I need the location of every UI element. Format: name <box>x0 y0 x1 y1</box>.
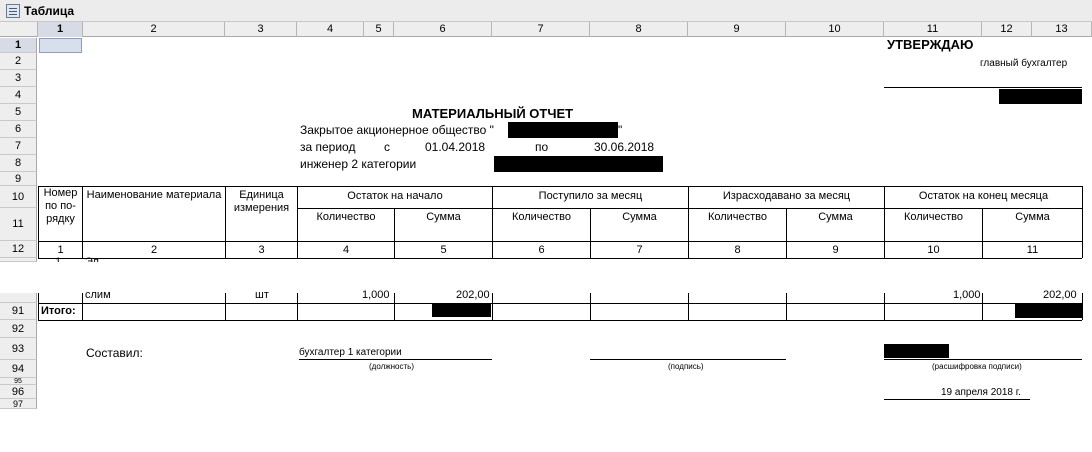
row-header-1[interactable]: 1 <box>0 38 37 53</box>
decode-line <box>884 359 1082 360</box>
partial-row-unit: шт <box>255 289 269 301</box>
column-header-7[interactable]: 7 <box>492 22 590 37</box>
row-header-10[interactable]: 10 <box>0 186 37 208</box>
redacted-company <box>508 122 618 138</box>
redacted-total-end <box>1015 304 1082 318</box>
grid-line <box>394 293 395 320</box>
header-num: Номер по по- рядку <box>43 187 78 226</box>
row-header-91[interactable]: 91 <box>0 303 37 320</box>
partial-row-qty-end: 1,000 <box>953 289 981 301</box>
company-quote-close: " <box>618 123 623 137</box>
redacted-compiler-name <box>884 344 949 358</box>
date-line <box>884 399 1030 400</box>
row-header-11[interactable]: 11 <box>0 208 37 241</box>
report-date: 19 апреля 2018 г. <box>941 387 1021 398</box>
col-number: 4 <box>342 244 350 256</box>
decode-caption: (расшифровка подписи) <box>932 362 1022 371</box>
row-header-8[interactable]: 8 <box>0 155 37 172</box>
grid-line <box>38 241 1082 242</box>
grid-line <box>38 293 39 320</box>
header-balance-start: Остаток на начало <box>347 190 443 202</box>
grid-line <box>1082 293 1083 320</box>
row-header-94[interactable]: 94 <box>0 360 37 378</box>
row-header-96[interactable]: 96 <box>0 385 37 399</box>
header-sum: Сумма <box>1015 211 1050 223</box>
engineer-label: инженер 2 категории <box>300 157 417 171</box>
row-header-97[interactable]: 97 <box>0 399 37 409</box>
position-line <box>299 359 492 360</box>
column-header-4[interactable]: 4 <box>297 22 364 37</box>
header-qty: Количество <box>903 211 964 223</box>
corner-cell[interactable] <box>0 22 38 37</box>
row-header-5[interactable]: 5 <box>0 104 37 121</box>
grid-line <box>884 293 885 320</box>
compiler-position: бухгалтер 1 категории <box>299 347 402 358</box>
column-header-10[interactable]: 10 <box>786 22 884 37</box>
window-title-bar <box>0 0 1092 22</box>
grid-line <box>492 293 493 320</box>
period-label: за период <box>300 140 356 154</box>
col-number: 3 <box>258 244 265 256</box>
grid-line <box>982 293 983 320</box>
column-header-12[interactable]: 12 <box>982 22 1032 37</box>
signature-line <box>590 359 786 360</box>
row-header-7[interactable]: 7 <box>0 138 37 155</box>
row-header-6[interactable]: 6 <box>0 121 37 138</box>
partial-row-name-lower: слим <box>85 289 111 301</box>
header-consumed: Израсходавано за месяц <box>722 190 851 202</box>
period-date-to: 30.06.2018 <box>594 140 655 154</box>
column-header-5[interactable]: 5 <box>364 22 394 37</box>
header-received: Поступило за месяц <box>538 190 643 202</box>
header-sum: Сумма <box>622 211 657 223</box>
partial-row-sum-end: 202,00 <box>1043 289 1077 301</box>
position-caption: (должность) <box>369 362 414 371</box>
row-header-4[interactable]: 4 <box>0 87 37 104</box>
col-number: 9 <box>832 244 839 256</box>
approve-position: главный бухгалтер <box>980 58 1068 69</box>
period-from-label: с <box>384 140 390 154</box>
redacted-total-start <box>432 303 491 317</box>
header-qty: Количество <box>511 211 572 223</box>
col-number: 1 <box>57 244 64 256</box>
sheet-cut-gap <box>0 262 1092 293</box>
header-balance-end: Остаток на конец месяца <box>918 190 1049 202</box>
approve-title: УТВЕРЖДАЮ <box>887 37 974 52</box>
header-sum: Сумма <box>426 211 461 223</box>
compiled-by-label: Составил: <box>86 346 143 360</box>
column-header-8[interactable]: 8 <box>590 22 688 37</box>
grid-line <box>82 293 83 320</box>
header-qty: Количество <box>707 211 768 223</box>
column-header-13[interactable]: 13 <box>1032 22 1092 37</box>
col-number: 6 <box>538 244 545 256</box>
col-number: 11 <box>1026 244 1039 256</box>
column-header-11[interactable]: 11 <box>884 22 982 37</box>
col-number: 10 <box>927 244 940 256</box>
grid-line <box>297 293 298 320</box>
grid-line <box>297 208 1082 209</box>
partial-row-sum-start: 202,00 <box>456 289 490 301</box>
company-label: Закрытое акционерное общество " <box>300 123 494 137</box>
row-header-92[interactable]: 92 <box>0 320 37 338</box>
row-header-12[interactable]: 12 <box>0 241 37 258</box>
signature-caption: (подпись) <box>668 362 704 371</box>
partial-row-qty-start: 1,000 <box>362 289 390 301</box>
row-header-9[interactable]: 9 <box>0 172 37 186</box>
row-header-93[interactable]: 93 <box>0 338 37 360</box>
row-header-95[interactable]: 95 <box>0 378 37 385</box>
period-date-from: 01.04.2018 <box>425 140 486 154</box>
grid-line <box>38 186 1082 187</box>
column-header-1[interactable]: 1 <box>38 22 83 37</box>
grid-line <box>38 303 1082 304</box>
header-sum: Сумма <box>818 211 853 223</box>
column-header-2[interactable]: 2 <box>83 22 225 37</box>
grid-line <box>1082 186 1083 258</box>
col-number: 8 <box>734 244 741 256</box>
grid-line <box>38 258 1082 259</box>
column-header-3[interactable]: 3 <box>225 22 297 37</box>
row-header-partial-bottom[interactable] <box>0 293 37 303</box>
report-title: МАТЕРИАЛЬНЫЙ ОТЧЕТ <box>412 106 574 121</box>
column-header-9[interactable]: 9 <box>688 22 786 37</box>
col-number: 5 <box>440 244 447 256</box>
approve-signature-line <box>884 87 1082 88</box>
col-number: 2 <box>150 244 158 256</box>
grid-line <box>688 293 689 320</box>
row-header-3[interactable]: 3 <box>0 70 37 87</box>
column-header <box>0 22 1092 37</box>
redacted-engineer-name <box>494 156 663 172</box>
total-label: Итого: <box>41 305 76 317</box>
grid-line <box>38 320 1082 321</box>
header-material-name: Наименование материала <box>86 189 222 201</box>
column-header-6[interactable]: 6 <box>394 22 492 37</box>
grid-line <box>786 293 787 320</box>
grid-line <box>590 293 591 320</box>
table-icon <box>6 4 20 18</box>
col-number: 7 <box>636 244 643 256</box>
redacted-approver <box>999 89 1082 104</box>
window-title: Таблица <box>24 3 75 18</box>
row-header-2[interactable]: 2 <box>0 53 37 70</box>
grid-line <box>225 293 226 320</box>
selected-cell[interactable] <box>39 38 82 53</box>
header-unit: Единица измерения <box>233 189 290 215</box>
period-to-label: по <box>535 140 549 154</box>
header-qty: Количество <box>316 211 376 223</box>
